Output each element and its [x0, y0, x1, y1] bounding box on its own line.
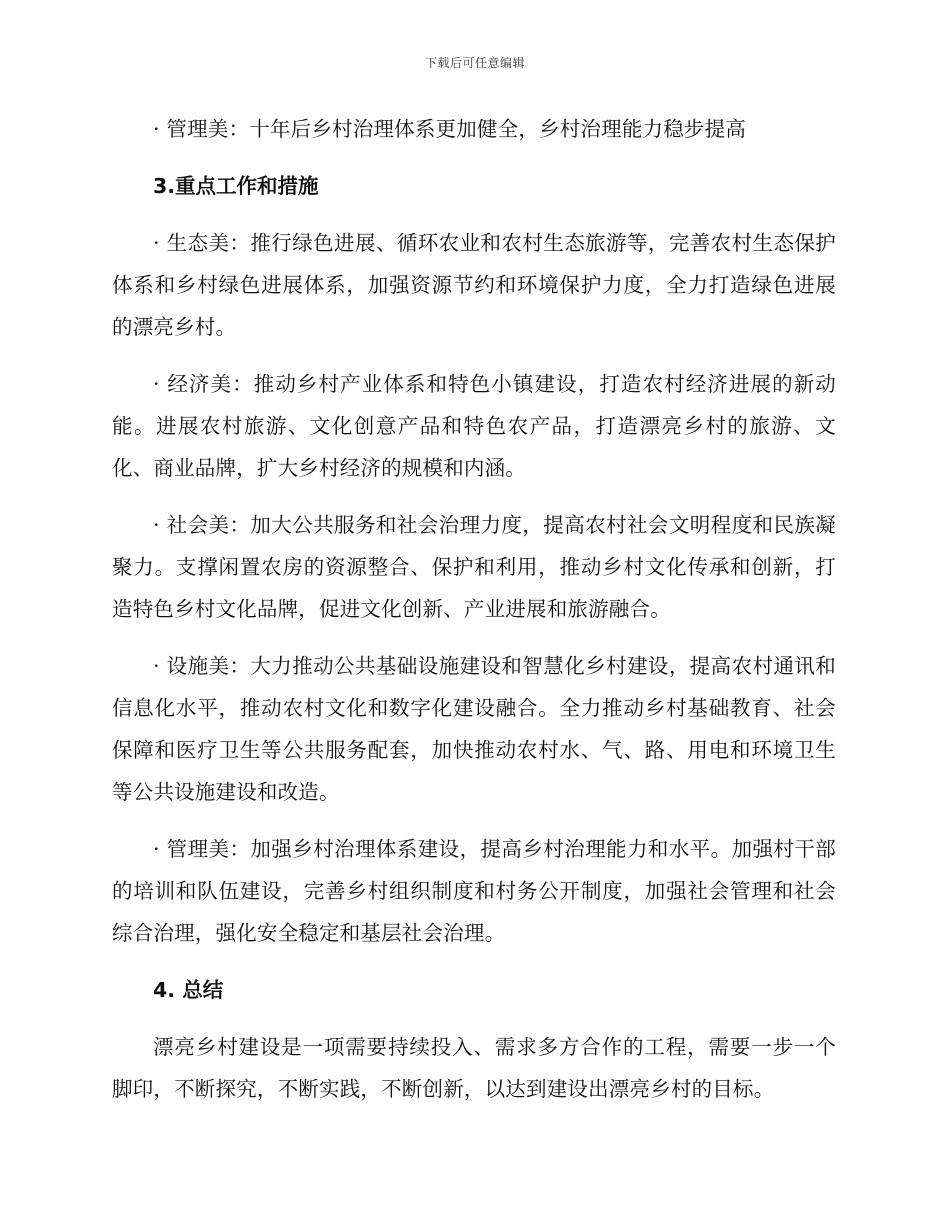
section-heading-summary: 4. 总结 [153, 978, 224, 1002]
paragraph-governance-goal: · 管理美：十年后乡村治理体系更加健全，乡村治理能力稳步提高 [153, 117, 747, 141]
section-heading-key-work: 3.重点工作和措施 [153, 174, 319, 198]
paragraph-ecology: · 生态美：推行绿色进展、循环农业和农村生态旅游等，完善农村生态保护体系和乡村绿色进展体系，加强资源节约和环境保护力度，全力打造绿色进展的漂亮乡村。 [112, 231, 836, 339]
paragraph-summary: 漂亮乡村建设是一项需要持续投入、需求多方合作的工程，需要一步一个脚印，不断探究，不断实践，不断创新，以达到建设出漂亮乡村的目标。 [112, 1035, 836, 1101]
paragraph-facilities: · 设施美：大力推动公共基础设施建设和智慧化乡村建设，提高农村通讯和信息化水平，推动农村文化和数字化建设融合。全力推动乡村基础教育、社会保障和医疗卫生等公共服务配套，加快推动农村水、气、路、用电和环境卫生等公共设施建设和改造。 [112, 654, 836, 804]
paragraph-society: · 社会美：加大公共服务和社会治理力度，提高农村社会文明程度和民族凝聚力。支撑闲置农房的资源整合、保护和利用，推动乡村文化传承和创新，打造特色乡村文化品牌，促进文化创新、产业进展和旅游融合。 [112, 513, 836, 621]
document-body [112, 108, 836, 1125]
paragraph-economy: · 经济美：推动乡村产业体系和特色小镇建设，打造农村经济进展的新动能。进展农村旅游、文化创意产品和特色农产品，打造漂亮乡村的旅游、文化、商业品牌，扩大乡村经济的规模和内涵。 [112, 372, 836, 480]
paragraph-governance: · 管理美：加强乡村治理体系建设，提高乡村治理能力和水平。加强村干部的培训和队伍建设，完善乡村组织制度和村务公开制度，加强社会管理和社会综合治理，强化安全稳定和基层社会治理。 [112, 837, 836, 945]
page-header: 下载后可任意编辑 [424, 56, 525, 70]
